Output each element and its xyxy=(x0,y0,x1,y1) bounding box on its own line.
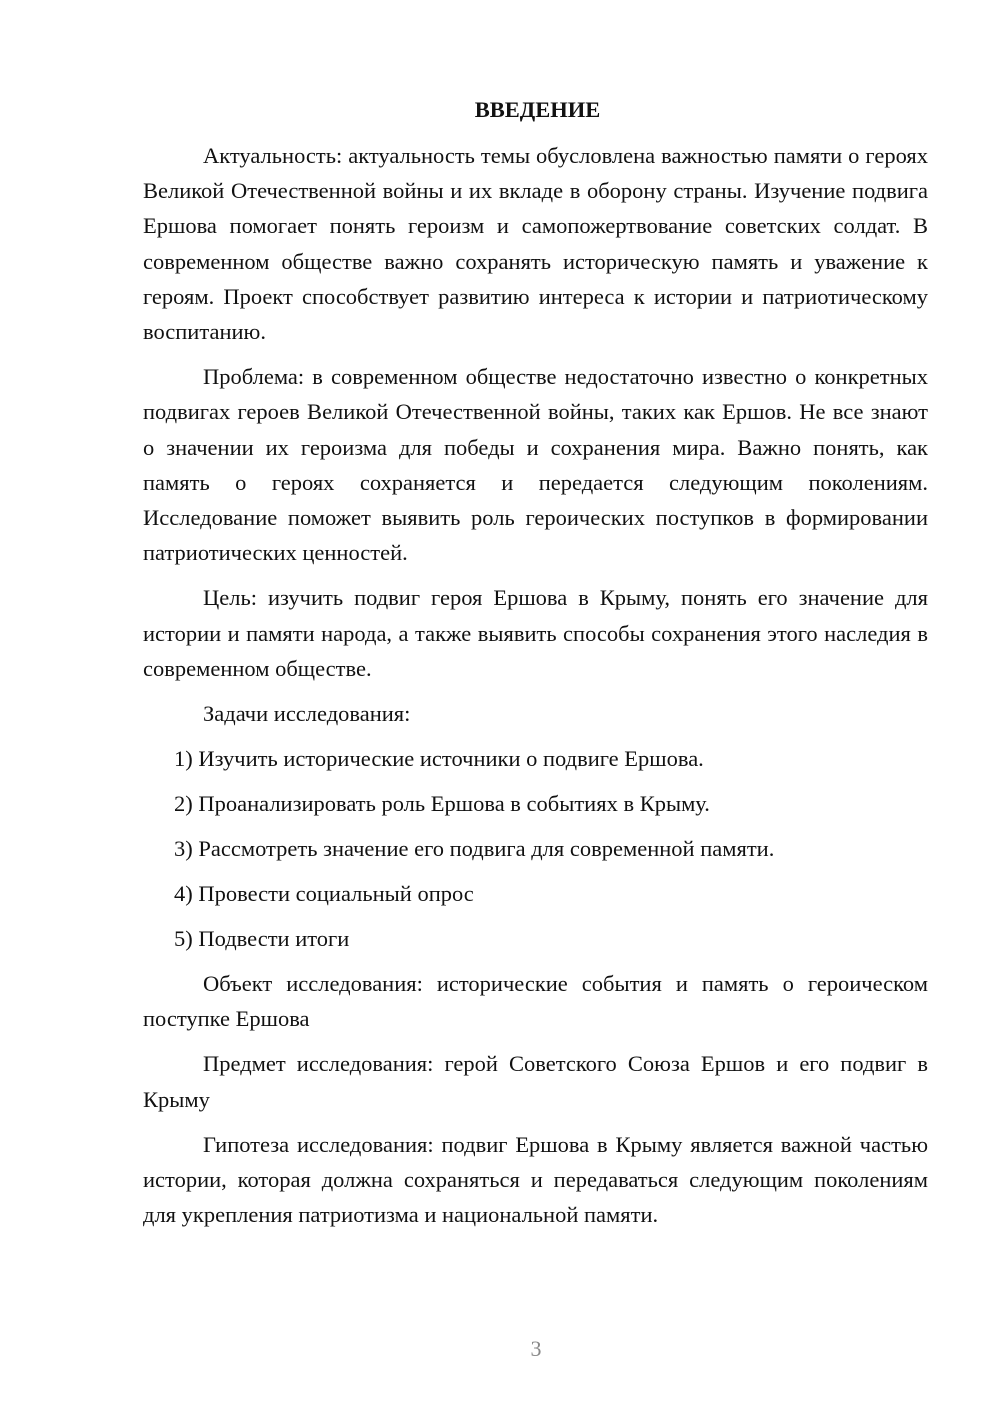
object-paragraph: Объект исследования: исторические события и память о героическом поступке Ершова xyxy=(143,971,928,1032)
task-item: 1) Изучить исторические источники о подвиге Ершова. xyxy=(174,746,704,772)
relevance-paragraph: Актуальность: актуальность темы обусловлена важностью памяти о героях Великой Отечественной войны и их вкладе в оборону страны. Изучение подвига Ершова помогает понять героизм и самопожертвование советских солдат. В современном обществе важно сохранять историческую память и уважение к героям. Проект способствует развитию интереса к истории и патриотическому воспитанию. xyxy=(143,143,928,345)
task-item: 5) Подвести итоги xyxy=(174,926,350,952)
document-page xyxy=(143,92,928,1232)
page-title: ВВЕДЕНИЕ xyxy=(474,97,601,122)
tasks-heading: Задачи исследования: xyxy=(203,701,411,727)
page-number: 3 xyxy=(530,1336,542,1361)
task-item: 2) Проанализировать роль Ершова в событиях в Крыму. xyxy=(174,791,710,817)
problem-paragraph: Проблема: в современном обществе недостаточно известно о конкретных подвигах героев Великой Отечественной войны, таких как Ершов. Не все знают о значении их героизма для победы и сохранения мира. Важно понять, как память о героях сохраняется и передается следующим поколениям. Исследование поможет выявить роль героических поступков в формировании патриотических ценностей. xyxy=(143,364,928,566)
task-item: 4) Провести социальный опрос xyxy=(174,881,474,907)
task-item: 3) Рассмотреть значение его подвига для современной памяти. xyxy=(174,836,775,862)
hypothesis-paragraph: Гипотеза исследования: подвиг Ершова в Крыму является важной частью истории, которая должна сохраняться и передаваться следующим поколениям для укрепления патриотизма и национальной памяти. xyxy=(143,1131,928,1228)
goal-paragraph: Цель: изучить подвиг героя Ершова в Крыму, понять его значение для истории и памяти народа, а также выявить способы сохранения этого наследия в современном обществе. xyxy=(143,585,928,681)
subject-paragraph: Предмет исследования: герой Советского Союза Ершов и его подвиг в Крыму xyxy=(143,1051,928,1112)
